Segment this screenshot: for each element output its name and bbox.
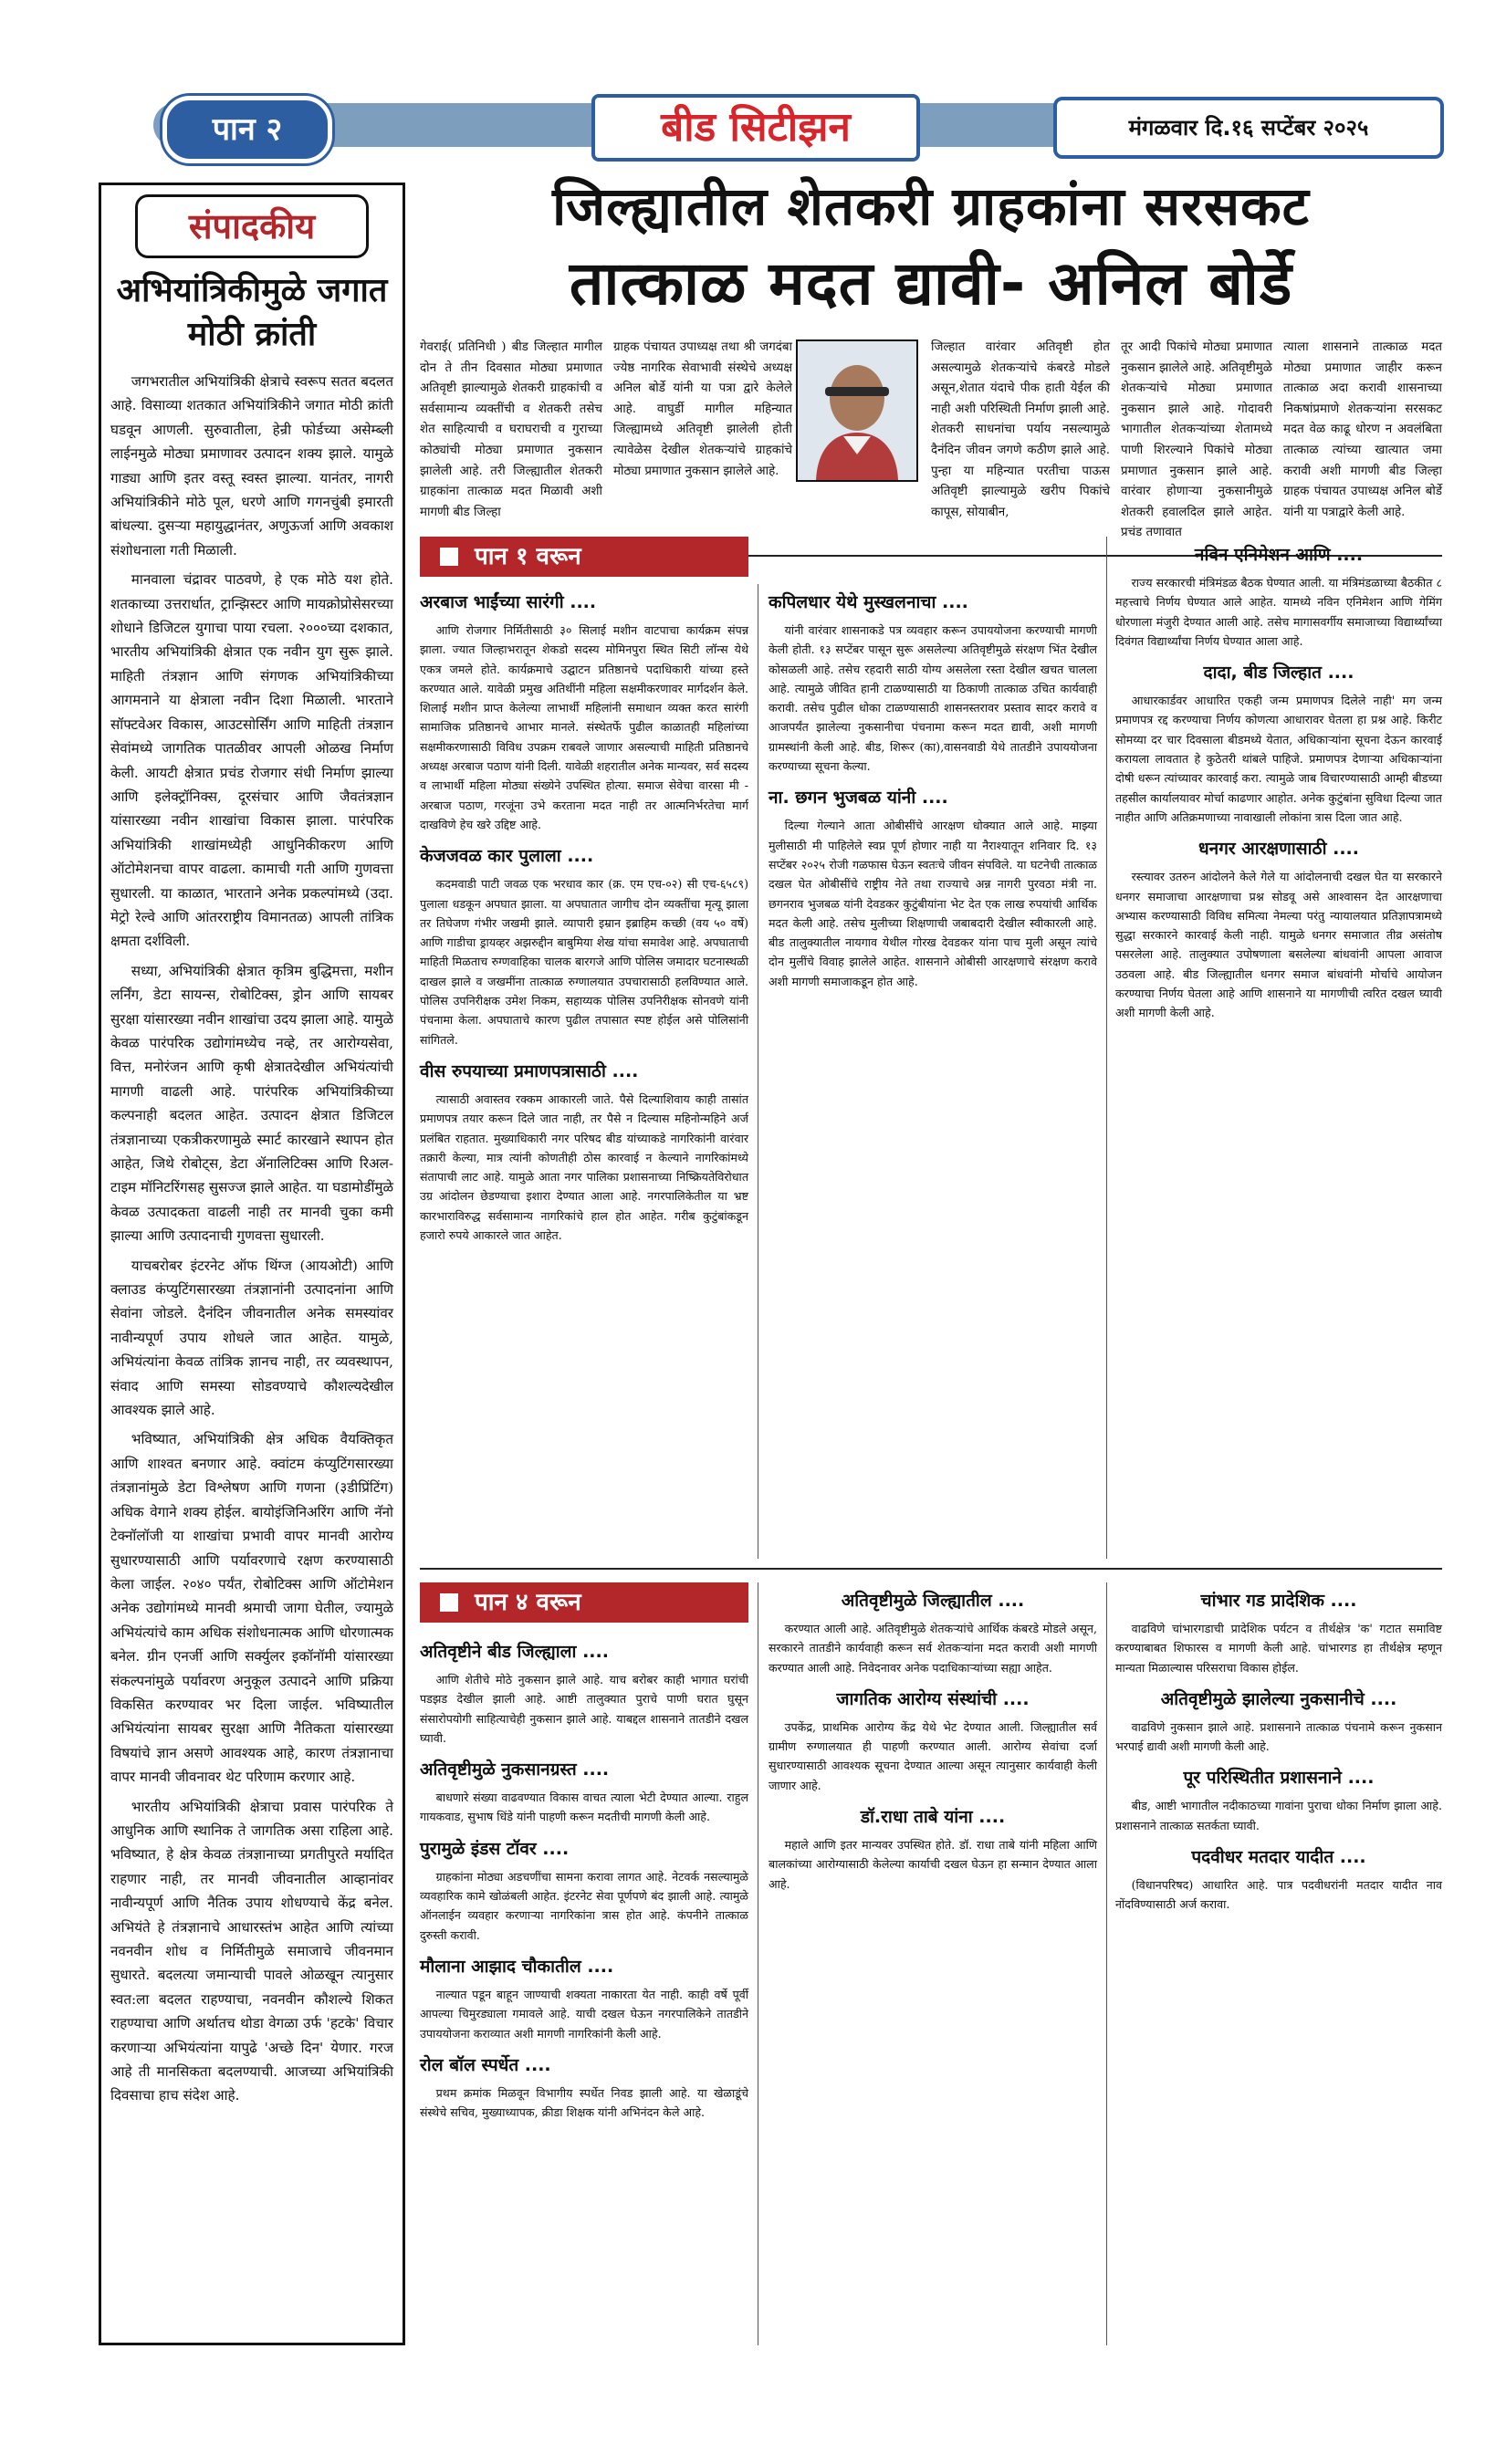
lead-story-text: जिल्हात वारंवार अतिवृष्टी होत असल्यामुळे शेतकऱ्यांचे कंबरडे मोडले असून,शेतात यंदाचे पीक हाती येईल की नाही अशी परिस्थिती निर्माण झाली आहे. शेतकरी साधनांचा पर्याय नसल्यामुळे दैनंदिन जीवन जगणे कठीण झाले आहे. पुन्हा या महिन्यात परतीचा पाऊस अतिवृष्टी झाल्यामुळे खरीप पिकांचे कापूस, सोयाबीन, — [931, 340, 1110, 519]
news-brief-text: त्यासाठी अवास्तव रक्कम आकारली जाते. पैसे दिल्याशिवाय काही तासांत प्रमाणपत्र तयार करून दिले जात नाही, तर पैसे न दिल्यास महिनोन्महिने अर्ज प्रलंबित राहतात. मुख्याधिकारी नगर परिषद बीड यांच्याकडे नागरिकांनी वारंवार तक्रारी केल्या, मात्र त्यांनी कोणतीही ठोस कारवाई न केल्याने नागरिकांमध्ये संतापाची लाट आहे. यामुळे आता नगर पालिका प्रशासनाच्या निष्क्रियतेविरोधात उग्र आंदोलन छेडण्याचा इशारा देण्यात आला आहे. नगरपालिकेतील या भ्रष्ट कारभाराविरुद्ध सर्वसामान्य नागरिकांचे हाल होत आहेत. गरीब कुटुंबांकडून हजारो रुपये आकारले जात आहेत. — [420, 1091, 748, 1243]
news-brief-text: यांनी वारंवार शासनाकडे पत्र व्यवहार करून उपाययोजना करण्याची मागणी केली होती. १३ सप्टेंबर पासून सुरू असलेल्या अतिवृष्टीमुळे संरक्षण भिंत देखील कोसळली आहे. तसेच रहदारी साठी योग्य असलेला रस्ता देखील खचत चालला आहे. त्यामुळे जीवित हानी टाळण्यासाठी या ठिकाणी तात्काळ उचित कार्यवाही करावी. तसेच पुढील धोका टाळण्यासाठी शासनस्तरावर प्रस्ताव सादर करावे व आजपर्यंत झालेल्या नुकसानीचा पंचनामा करून मदत द्यावी, अशी मागणी ग्रामस्थांनी केली आहे. बीड, शिरूर (का),वासनवाडी येथे तातडीने उपाययोजना करण्याच्या सूचना केल्या. — [769, 623, 1097, 774]
news-brief-title: कपिलधार येथे मुस्खलनाचा .... — [769, 588, 1097, 617]
column-divider — [1106, 537, 1107, 1559]
lead-story-column — [1283, 338, 1442, 518]
editorial-paragraph: जगभरातील अभियांत्रिकी क्षेत्राचे स्वरूप सतत बदलत आहे. विसाव्या शतकात अभियांत्रिकीने जगात मोठी क्रांती घडवून आणली. सुरुवातीला, हेन्री फोर्डच्या असेम्ब्ली लाईनमुळे मोठ्या प्रमाणावर उत्पादन शक्य झाले. यामुळे गाड्या आणि इतर वस्तू स्वस्त झाल्या. यानंतर, नागरी अभियांत्रिकीने मोठे पूल, धरणे आणि गगनचुंबी इमारती बांधल्या. दुसऱ्या महायुद्धानंतर, अणुऊर्जा आणि अवकाश संशोधनाला गती मिळाली. — [110, 373, 393, 559]
news-brief-text: बीड, आष्टी भागातील नदीकाठच्या गावांना पुराचा धोका निर्माण झाला आहे. प्रशासनाने तात्काळ सतर्कता घ्यावी. — [1115, 1799, 1442, 1832]
news-brief-title: पदवीधर मतदार यादीत .... — [1115, 1843, 1442, 1872]
news-brief-title: पुरामुळे इंडस टॉवर .... — [420, 1834, 748, 1864]
lead-story-column — [613, 338, 792, 518]
news-brief — [769, 1685, 1097, 1795]
editorial-column — [99, 183, 405, 2345]
news-brief-title: जागतिक आरोग्य संस्थांची .... — [769, 1685, 1097, 1714]
news-brief-title: अतिवृष्टीमुळे झालेल्या नुकसानीचे .... — [1115, 1685, 1442, 1714]
continuation-column-6 — [1115, 1582, 1442, 2345]
news-brief-text: ग्राहकांना मोठ्या अडचणींचा सामना करावा लागत आहे. नेटवर्क नसल्यामुळे व्यवहारिक कामे खोळंबली आहेत. इंटरनेट सेवा पूर्णपणे बंद झाली आहे. त्यामुळे ऑनलाईन व्यवहार करणाऱ्या नागरिकांना त्रास होत आहे. कंपनीने तात्काळ दुरुस्ती करावी. — [420, 1869, 748, 1942]
issue-date: मंगळवार दि.१६ सप्टेंबर २०२५ — [1053, 97, 1444, 159]
news-brief-title: ना. छगन भुजबळ यांनी .... — [769, 783, 1097, 812]
news-brief-title: मौलाना आझाद चौकातील .... — [420, 1952, 748, 1981]
news-brief-title: पूर परिस्थितीत प्रशासनाने .... — [1115, 1763, 1442, 1792]
lead-story-text: तूर आदी पिकांचे मोठ्या प्रमाणात नुकसान झालेले आहे. अतिवृष्टीमुळे शेतकऱ्यांचे मोठ्या प्रमाणात नुकसान झाले आहे. गोदावरी भागातील शेतकऱ्यांच्या शेतामध्ये पाणी शिरल्याने पिकांचे मोठ्या प्रमाणात नुकसान झाले आहे. वारंवार होणाऱ्या नुकसानीमुळे शेतकरी हवालदिल झाले आहेत. प्रचंड तणावात — [1121, 340, 1272, 540]
news-brief — [1115, 658, 1442, 827]
news-brief — [1115, 1843, 1442, 1915]
news-brief-text: रस्त्यावर उतरुन आंदोलने केले गेले या आंदोलनाची दखल घेत या सरकारने धनगर समाजाचा आरक्षणाचा प्रश्न सोडवू असे आश्वासन देत आरक्षणाचा अभ्यास करण्यासाठी विविध समित्या नेमल्या परंतु न्यायालयात प्रतिज्ञापत्रामध्ये सुद्धा सरकारने कारवाई केली नाही. यामुळे धनगर समाजात तीव्र असंतोष पसरलेला आहे. तालुक्यात उपोषणाला बसलेल्या बांधवांनी आपला आवाज उठवला आहे. बीड जिल्ह्यातील धनगर समाज बांधवांनी मोर्चाचे आयोजन करण्याचा निर्णय घेतला आहे आणि शासनाने या मागणीची त्वरित दखल घ्यावी अशी मागणी केली आहे. — [1115, 870, 1442, 1020]
news-brief — [420, 1057, 748, 1245]
news-brief-text: वाढविणे नुकसान झाले आहे. प्रशासनाने तात्काळ पंचनामे करून नुकसान भरपाई द्यावी अशी मागणी केली आहे. — [1115, 1719, 1442, 1754]
news-brief — [1115, 1763, 1442, 1835]
continuation-column-2 — [769, 584, 1097, 1559]
anil-borde-portrait — [796, 339, 918, 482]
news-brief-text: नाल्यात पडून बाहून जाण्याची शक्यता नाकारता येत नाही. काही वर्षे पूर्वी आपल्या चिमुरड्याला गमावले आहे. याची दखल घेऊन नगरपालिकेने तातडीने उपाययोजना कराव्यात अशी मागणी नागरिकांनी केली आहे. — [420, 1987, 748, 2041]
news-brief — [420, 1834, 748, 1945]
news-brief — [420, 1755, 748, 1827]
editorial-paragraph: भारतीय अभियांत्रिकी क्षेत्राचा प्रवास पारंपरिक ते आधुनिक आणि स्थानिक ते जागतिक असा राहिला आहे. भविष्यात, हे क्षेत्र केवळ तंत्रज्ञानाच्या प्रगतीपुरते मर्यादित राहणार नाही, तर मानवी जीवनातील आव्हानांवर नावीन्यपूर्ण आणि नैतिक उपाय शोधण्याचे केंद्र बनेल. अभियंते हे तंत्रज्ञानाचे आधारस्तंभ आहेत आणि त्यांच्या नवनवीन शोध व निर्मितीमुळे समाजाचे जीवनमान सुधारते. बदलत्या जमान्याची पावले ओळखून त्यानुसार स्वत:ला बदलत राहण्याचा, नवनवीन कौशल्ये शिकत राहण्याचा आणि अर्थातच थोडा वेगळा उर्फ 'हटके' विचार करणाऱ्या अभियंत्यांना यापुढे 'अच्छे दिन' येणार. गरज आहे ती मानसिकता बदलण्याची. आजच्या अभियांत्रिकी दिवसाचा हाच संदेश आहे. — [110, 1798, 393, 2104]
square-bullet-icon — [440, 1593, 458, 1612]
section-bar-label: पान १ वरून — [475, 543, 581, 570]
news-brief-title: अतिवृष्टीने बीड जिल्ह्याला .... — [420, 1637, 748, 1666]
lead-story — [420, 338, 1442, 540]
news-brief-title: अरबाज भाईंच्या सारंगी .... — [420, 588, 748, 617]
editorial-paragraph: भविष्यात, अभियांत्रिकी क्षेत्र अधिक वैयक्तिकृत आणि शाश्वत बनणार आहे. क्वांटम कंप्युटिंगसारख्या तंत्रज्ञानांमुळे डेटा विश्लेषण आणि गणना (३डीप्रिंटिंग) अधिक वेगाने शक्य होईल. बायोइंजिनिअरिंग आणि नॅनो टेक्नॉलॉजी या शाखांचा प्रभावी वापर मानवी आरोग्य सुधारण्यासाठी आणि पर्यावरणाचे रक्षण करण्यासाठी केला जाईल. २०४० पर्यंत, रोबोटिक्स आणि ऑटोमेशन अनेक उद्योगांमध्ये मानवी श्रमाची जागा घेतील, ज्यामुळे अभियंत्यांचे काम अधिक संशोधनात्मक आणि धोरणात्मक बनेल. ग्रीन एनर्जी आणि सर्क्युलर इकॉनॉमी यांसारख्या संकल्पनांमुळे पर्यावरण अनुकूल उत्पादने आणि प्रक्रिया विकसित करण्यावर भर दिला जाईल. भविष्यातील अभियंत्यांना सायबर सुरक्षा आणि नैतिकता यांसारख्या विषयांचे ज्ञान असणे आवश्यक आहे, कारण तंत्रज्ञानाचा वापर मानवी जीवनावर थेट परिणाम करणार आहे. — [110, 1431, 393, 1786]
lead-story-column — [931, 338, 1110, 518]
section-bar-page1 — [420, 537, 748, 577]
news-brief-text: महाले आणि इतर मान्यवर उपस्थित होते. डॉ. राधा ताबे यांनी महिला आणि बालकांच्या आरोग्यासाठी केलेल्या कार्याची दखल घेऊन हा सन्मान देण्यात आला आहे. — [769, 1838, 1097, 1891]
news-brief — [769, 783, 1097, 991]
main-headline-line-1: जिल्ह्यातील शेतकरी ग्राहकांना सरसकट — [552, 175, 1310, 237]
news-brief-title: अतिवृष्टीमुळे जिल्ह्यातील .... — [769, 1586, 1097, 1615]
news-brief-title: दादा, बीड जिल्हात .... — [1115, 658, 1442, 687]
square-bullet-icon — [440, 548, 458, 566]
editorial-label: संपादकीय — [135, 194, 369, 258]
lead-story-column — [420, 338, 602, 518]
news-brief — [420, 841, 748, 1049]
news-brief-text: प्रथम क्रमांक मिळवून विभागीय स्पर्धेत निवड झाली आहे. या खेळाडूंचे संस्थेचे सचिव, मुख्याध्यापक, क्रीडा शिक्षक यांनी अभिनंदन केले आहे. — [420, 2085, 748, 2120]
editorial-paragraph: सध्या, अभियांत्रिकी क्षेत्रात कृत्रिम बुद्धिमत्ता, मशीन लर्निंग, डेटा सायन्स, रोबोटिक्स, ड्रोन आणि सायबर सुरक्षा यांसारख्या नवीन शाखांचा उदय झाला आहे. यामुळे केवळ पारंपरिक उद्योगांमध्येच नव्हे, तर आरोग्यसेवा, वित्त, मनोरंजन आणि कृषी क्षेत्रातदेखील अभियंत्यांची मागणी वाढली आहे. पारंपरिक अभियांत्रिकीच्या कल्पनाही बदलत आहेत. उत्पादन क्षेत्रात डिजिटल तंत्रज्ञानाच्या एकत्रीकरणामुळे स्मार्ट कारखाने स्थापन होत आहेत, जिथे रोबोट्स, डेटा ॲनालिटिक्स आणि रिअल-टाइम मॉनिटरिंगसह सुसज्ज झाले आहेत. या घडामोडींमुळे केवळ उत्पादकता वाढली नाही तर मानवी चुका कमी झाल्या आणि उत्पादनाची गुणवत्ता सुधारली. — [110, 962, 393, 1245]
editorial-paragraph: मानवाला चंद्रावर पाठवणे, हे एक मोठे यश होते. शतकाच्या उत्तरार्धात, ट्रान्झिस्टर आणि मायक्रोप्रोसेसरच्या शोधाने डिजिटल युगाचा पाया रचला. २०००च्या दशकात, भारतीय अभियांत्रिकी क्षेत्रात एक नवीन युग सुरू झाले. माहिती तंत्रज्ञान आणि संगणक अभियांत्रिकीच्या आगमनाने या क्षेत्राला नवीन दिशा मिळाली. भारताने सॉफ्टवेअर विकास, आउटसोर्सिंग आणि माहिती तंत्रज्ञान सेवांमध्ये जागतिक पातळीवर आपली ओळख निर्माण केली. आयटी क्षेत्रात प्रचंड रोजगार संधी निर्माण झाल्या आणि इलेक्ट्रॉनिक्स, दूरसंचार आणि जैवतंत्रज्ञान यांसारख्या नवीन शाखांचा विकास झाला. पारंपरिक अभियांत्रिकी शाखांमध्येही आधुनिकीकरण आणि ऑटोमेशनचा वापर वाढला. कामाची गती आणि गुणवत्ता सुधारली. या काळात, भारताने अनेक प्रकल्पांमध्ये (उदा. मेट्रो रेल्वे आणि आंतरराष्ट्रीय विमानतळ) आपली तांत्रिक क्षमता दर्शविली. — [110, 571, 393, 950]
continuation-column-4 — [420, 1634, 748, 2345]
news-brief-title: नविन एनिमेशन आणि .... — [1115, 540, 1442, 569]
news-brief — [769, 588, 1097, 776]
news-brief-text: आधारकार्डवर आधारित एकही जन्म प्रमाणपत्र दिलेले नाही' मग जन्म प्रमाणपत्र रद्द करण्याचा निर्णय कोणत्या आधारावर घेतला हा प्रश्न आहे. किरीट सोमय्या दर चार दिवसाला बीडमध्ये येतात, अधिकाऱ्यांना सूचना देऊन कारवाई करायला लावतात हे कुठेतरी थांबले पाहिजे. प्रमाणपत्र देणाऱ्या अधिकाऱ्यांना दोषी धरून त्यांच्यावर कारवाई करा. त्यामुळे जाब विचारण्यासाठी आम्ही बीडच्या तहसील कार्यालयावर मोर्चा काढणार आहोत. अनेक कुटुंबांना सुविधा दिल्या जात नाहीत आणि अतिक्रमणाच्या नावाखाली लोकांना त्रास दिला जात आहे. — [1115, 694, 1442, 824]
news-brief — [420, 2051, 748, 2123]
news-brief-text: आणि शेतीचे मोठे नुकसान झाले आहे. याच बरोबर काही भागात घरांची पडझड देखील झाली आहे. आष्टी तालुक्यात पुराचे पाणी घरात घुसून संसारोपयोगी साहित्याचेही नुकसान झाले आहे. याबद्दल शासनाने तातडीने दखल घ्यावी. — [420, 1673, 748, 1745]
news-brief-text: वाढविणे चांभारगडाची प्रादेशिक पर्यटन व तीर्थक्षेत्र 'क' गटात समाविष्ट करण्याबाबत शिफारस व मागणी केली आहे. चांभारगड हा तीर्थक्षेत्र म्हणून मान्यता मिळाल्यास परिसराचा विकास होईल. — [1115, 1622, 1442, 1675]
news-brief-title: धनगर आरक्षणासाठी .... — [1115, 834, 1442, 863]
news-brief-title: वीस रुपयाच्या प्रमाणपत्रासाठी .... — [420, 1057, 748, 1086]
section-divider — [420, 1568, 1442, 1570]
news-brief-text: आणि रोजगार निर्मितीसाठी ३० सिलाई मशीन वाटपाचा कार्यक्रम संपन्न झाला. ज्यात जिल्हाभरातून शेकडो सदस्य मोमिनपुरा स्थित सिटी लॉन्स येथे एकत्र जमले होते. कार्यक्रमाचे उद्घाटन प्रतिष्ठानचे पदाधिकारी यांच्या हस्ते करण्यात आले. यावेळी प्रमुख अतिथींनी महिला सक्षमीकरणावर मार्गदर्शन केले. शिलाई मशीन प्राप्त केलेल्या लाभार्थी महिलांनी समाधान व्यक्त करत सारंगी सामाजिक प्रतिष्ठानचे आभार मानले. संस्थेतर्फे पुढील काळातही महिलांच्या सक्षमीकरणासाठी विविध उपक्रम राबवले जाणार असल्याची माहिती प्रतिष्ठानचे अध्यक्ष अरबाज पठाण यांनी दिली. यावेळी शहरातील अनेक मान्यवर, सर्व सदस्य व लाभार्थी महिला मोठ्या संख्येने उपस्थित होत्या. समाज सेवेचा वारसा मी - अरबाज पठाण, गरजूंना उभे करताना मदत नाही तर आत्मनिर्भरतेचा मार्ग दाखविणे हेच खरे उद्दिष्ट आहे. — [420, 623, 748, 831]
news-brief — [1115, 1586, 1442, 1677]
news-brief-title: अतिवृष्टीमुळे नुकसानग्रस्त .... — [420, 1755, 748, 1784]
news-brief — [1115, 1685, 1442, 1757]
news-brief-title: रोल बॉल स्पर्धेत .... — [420, 2051, 748, 2080]
news-brief-text: करण्यात आली आहे. अतिवृष्टीमुळे शेतकऱ्यांचे आर्थिक कंबरडे मोडले असून, सरकारने तातडीने कार्यवाही करून सर्व शेतकऱ्यांना मदत करावी अशी मागणी करण्यात आली आहे. निवेदनावर अनेक पदाधिकाऱ्यांच्या सह्या आहेत. — [769, 1622, 1097, 1675]
editorial-headline: अभियांत्रिकीमुळे जगात मोठी क्रांती — [116, 272, 388, 353]
news-brief — [420, 1637, 748, 1748]
lead-story-text: त्याला शासनाने तात्काळ मदत मोठ्या प्रमाणात जाहीर करून तात्काळ अदा करावी शासनाच्या निकषांप्रमाणे शेतकऱ्यांना सरसकट मदत वेळ काढू धोरण न अवलंबिता तात्काळ त्यांच्या खात्यात जमा करावी अशी मागणी बीड जिल्हा ग्राहक पंचायत उपाध्यक्ष अनिल बोर्डे यांनी या पत्राद्वारे केली आहे. — [1283, 340, 1442, 519]
news-brief-title: चांभार गड प्रादेशिक .... — [1115, 1586, 1442, 1615]
news-brief-text: कदमवाडी पाटी जवळ एक भरधाव कार (क्र. एम एच-०२) सी एच-६५८९) पुलाला धडकून अपघात झाला. या अपघातात जागीच दोन व्यक्तींचा मृत्यू झाला तर तिघेजण गंभीर जखमी झाले. व्यापारी इम्रान इब्राहिम कच्छी (वय ५० वर्षे) आणि गाडीचा ड्रायव्हर अझरुद्दीन बाबुमिया शेख यांचा समावेश आहे. अपघाताची माहिती मिळताच रुग्णवाहिका चालक बारगजे आणि पोलिस जमादार घटनास्थळी दाखल झाले व जखमींना तात्काळ रुग्णालयात उपचारासाठी हलविण्यात आले. पोलिस उपनिरीक्षक उमेश निकम, सहाय्यक पोलिस उपनिरीक्षक सोनवणे यांनी पंचनामा केला. अपघाताचे कारण पुढील तपासात स्पष्ट होईल असे पोलिसांनी सांगितले. — [420, 877, 748, 1047]
news-brief — [1115, 540, 1442, 651]
masthead — [0, 0, 1506, 173]
news-brief-text: उपकेंद्र, प्राथमिक आरोग्य केंद्र येथे भेट देण्यात आली. जिल्ह्यातील सर्व ग्रामीण रुग्णालयात ही पाहणी करण्यात आली. आरोग्य सेवांचा दर्जा सुधारण्यासाठी आवश्यक सूचना देण्यात आल्या असून त्यानुसार कार्यवाही केली जाणार आहे. — [769, 1719, 1097, 1792]
news-brief — [1115, 834, 1442, 1022]
news-brief-title: डॉ.राधा ताबे यांना .... — [769, 1802, 1097, 1832]
section-bar-page4 — [420, 1582, 748, 1623]
section-bar-label: पान ४ वरून — [475, 1589, 581, 1616]
main-headline — [420, 172, 1442, 332]
column-divider — [1106, 1582, 1107, 2345]
editorial-paragraph: याचबरोबर इंटरनेट ऑफ थिंग्ज (आयओटी) आणि क्लाउड कंप्युटिंगसारख्या तंत्रज्ञानांनी उत्पादनांना आणि सेवांना जोडले. दैनंदिन जीवनातील अनेक समस्यांवर नावीन्यपूर्ण उपाय शोधले जात आहेत. यामुळे, अभियंत्यांना केवळ तांत्रिक ज्ञानच नाही, तर व्यवस्थापन, संवाद आणि समस्या सोडवण्याचे कौशल्यदेखील आवश्यक झाले आहे. — [110, 1257, 393, 1419]
lead-story-column — [1121, 338, 1272, 540]
news-brief-text: दिल्या गेल्याने आता ओबीसींचे आरक्षण धोक्यात आले आहे. माझ्या मुलीसाठी मी पाहिलेले स्वप्न पूर्ण होणार नाही या नैराश्यातून शनिवार दि. १३ सप्टेंबर २०२५ रोजी गळफास घेऊन स्वतःचे जीवन संपविले. या घटनेची तात्काळ दखल घेत ओबीसींचे राष्ट्रीय नेते तथा राज्याचे अन्न नागरी पुरवठा मंत्री ना. छगनराव भुजबळ यांनी देवडकर कुटुंबीयांना भेट देत एक लाख रुपयांची आर्थिक मदत केली आहे. तसेच मुलीच्या शिक्षणाची जबाबदारी देखील स्वीकारली आहे. बीड तालुक्यातील नायगाव येथील गोरख देवडकर यांना पाच मुली असून त्यांचे दोन मुलींचे विवाह झालेले आहेत. शासनाने ओबीसी आरक्षणाचे संरक्षण करावे अशी मागणी समाजाकडून होत आहे. — [769, 819, 1097, 988]
news-brief-title: केजजवळ कार पुलाला .... — [420, 841, 748, 871]
continuation-column-5 — [769, 1582, 1097, 2345]
newspaper-name: बीड सिटीझन — [591, 94, 920, 162]
news-brief-text: राज्य सरकारची मंत्रिमंडळ बैठक घेण्यात आली. या मंत्रिमंडळाच्या बैठकीत ८ महत्त्वाचे निर्णय घेण्यात आले आहेत. यामध्ये नविन एनिमेशन आणि गेमिंग धोरणाला मंजुरी देण्यात आली आहे. तसेच मागासवर्गीय समाजाच्या विद्यार्थ्यांच्या दिवंगत विद्यार्थ्यांचा निर्णय घेण्यात आला आहे. — [1115, 576, 1442, 648]
news-brief-text: बाधणारे संख्या वाढवण्यात विकास वाचत त्याला भेटी देण्यात आल्या. राहुल गायकवाड, सुभाष धिंडे यांनी पाहणी करून मदतीची मागणी केली आहे. — [420, 1791, 748, 1824]
news-brief — [420, 588, 748, 834]
news-brief-text: (विधानपरिषद) आधारित आहे. पात्र पदवीधरांनी मतदार यादीत नाव नोंदविण्यासाठी अर्ज करावा. — [1115, 1878, 1442, 1912]
main-headline-line-2: तात्काळ मदत द्यावी- अनिल बोर्डे — [569, 248, 1293, 318]
news-brief — [769, 1586, 1097, 1677]
news-brief — [420, 1952, 748, 2043]
continuation-column-3 — [1115, 537, 1442, 1559]
news-brief — [769, 1802, 1097, 1894]
lead-story-text: ग्राहक पंचायत उपाध्यक्ष तथा श्री जगदंबा ज्येष्ठ नागरिक सेवाभावी संस्थेचे अध्यक्ष अनिल बोर्डे यांनी या पत्रा द्वारे केलेले आहे. वाघुर्डी मागील महिन्यात जिल्ह्यामध्ये अतिवृष्टी झालेली होती त्यावेळेस देखील शेतकऱ्यांचे ग्राहकांचे मोठ्या प्रमाणात नुकसान झालेले आहे. — [613, 340, 792, 478]
page-number-label: पान २ — [162, 96, 332, 163]
continuation-column-1 — [420, 584, 748, 1559]
lead-story-text: गेवराई( प्रतिनिधी ) बीड जिल्हात मागील दोन ते तीन दिवसात मोठ्या प्रमाणात अतिवृष्टी झाल्यामुळे शेतकरी ग्राहकांची व सर्वसामान्य व्यक्तींची व शेतकरी तसेच शेत साहित्याची व घराघराची व गुराच्या कोठ्यांची मोठ्या प्रमाणात नुकसान झालेली आहे. तरी जिल्ह्यातील शेतकरी ग्राहकांना तात्काळ मदत मिळावी अशी मागणी बीड जिल्हा — [420, 340, 602, 519]
